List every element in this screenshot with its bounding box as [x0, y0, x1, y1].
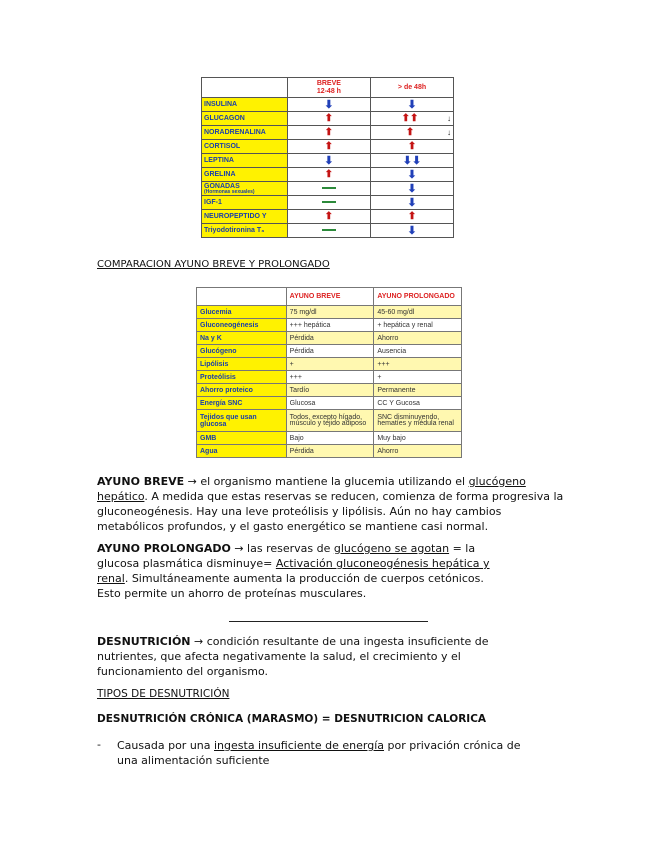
comparison-row [197, 319, 462, 332]
hormone-row [202, 182, 454, 196]
hormone-row [202, 112, 454, 126]
hormone-label: IGF-1 [204, 199, 222, 206]
hormone-prolongado-cell [371, 182, 454, 196]
hormone-label: GRELINA [204, 171, 236, 178]
comparison-parameter: Agua [197, 445, 287, 458]
comparison-breve-value: 75 mg/dl [286, 306, 374, 319]
comparison-prolongado-value: + hepática y renal [374, 319, 462, 332]
hormone-label: NEUROPEPTIDO Y [204, 213, 267, 220]
hormone-name [202, 98, 288, 112]
comparison-breve-value: Tardío [286, 384, 374, 397]
comparison-row [197, 345, 462, 358]
comparison-prolongado-value: Ahorro [374, 332, 462, 345]
hormone-prolongado-cell [371, 224, 454, 238]
comparison-col-prolongado: AYUNO PROLONGADO [374, 288, 462, 306]
comparison-row [197, 358, 462, 371]
comparison-parameter: Ahorro proteico [197, 384, 287, 397]
hormone-name [202, 126, 288, 140]
comparison-breve-value: Pérdida [286, 332, 374, 345]
hormone-row [202, 140, 454, 154]
breve-up-arrow-icon: ⬆ [324, 126, 334, 138]
breve-up-arrow-icon: ⬆ [324, 140, 334, 152]
comparison-breve-value: Pérdida [286, 345, 374, 358]
hormone-row [202, 126, 454, 140]
hormone-col-breve: BREVE 12-48 h [287, 78, 370, 98]
side-down-arrow-icon: ↓ [447, 127, 451, 137]
hormone-label: INSULINA [204, 101, 238, 108]
comparison-parameter: Gluconeogénesis [197, 319, 287, 332]
hormone-name [202, 224, 288, 238]
hormone-table-corner [202, 78, 288, 98]
breve-down-arrow-icon: ⬇ [324, 98, 334, 111]
breve-equal-dash-icon [322, 229, 336, 231]
hormone-breve-cell [287, 140, 370, 154]
hormone-row [202, 224, 454, 238]
comparison-prolongado-value: Permanente [374, 384, 462, 397]
hormone-label: CORTISOL [204, 143, 241, 150]
bullet-item: Causada por una ingesta insuficiente de energía por privación crónica de una alimentación suficiente [117, 739, 521, 767]
comparison-prolongado-value: +++ [374, 358, 462, 371]
hormone-breve-cell [287, 112, 370, 126]
prolongado-down-arrow-icon: ⬇ [407, 98, 417, 111]
comparison-row [197, 410, 462, 432]
hormone-name [202, 210, 288, 224]
hormone-prolongado-cell [371, 126, 454, 140]
hormone-row [202, 196, 454, 210]
comparison-prolongado-value: Muy bajo [374, 432, 462, 445]
comparison-breve-value: +++ [286, 371, 374, 384]
prolongado-down-arrow-icon: ⬇ [407, 224, 417, 237]
hormone-prolongado-cell [371, 196, 454, 210]
comparison-breve-value: + [286, 358, 374, 371]
breve-up-arrow-icon: ⬆ [324, 112, 334, 124]
comparison-row [197, 371, 462, 384]
hormone-label: GLUCAGON [204, 115, 245, 122]
hormone-prolongado-cell [371, 140, 454, 154]
hormone-prolongado-cell [371, 210, 454, 224]
breve-down-arrow-icon: ⬇ [324, 154, 334, 167]
hormone-breve-cell [287, 154, 370, 168]
hormone-row [202, 210, 454, 224]
hormone-name [202, 154, 288, 168]
comparison-row [197, 332, 462, 345]
hormone-breve-cell [287, 196, 370, 210]
hormone-row [202, 154, 454, 168]
prolongado-down-arrow-icon: ⬇ [407, 182, 417, 195]
hormone-prolongado-cell [371, 154, 454, 168]
comparison-breve-value: Bajo [286, 432, 374, 445]
hormone-sublabel: (Hormonas sexuales) [204, 188, 255, 195]
divider [229, 621, 428, 622]
comparison-col-breve: AYUNO BREVE [286, 288, 374, 306]
hormone-name [202, 112, 288, 126]
breve-equal-dash-icon [322, 187, 336, 189]
prolongado-double-up-arrow-icon: ⬆⬆ [401, 112, 419, 124]
section-title-tipos: TIPOS DE DESNUTRICIÓN [97, 688, 230, 700]
comparison-table [196, 287, 462, 458]
prolongado-up-arrow-icon: ⬆ [405, 126, 415, 138]
hormone-breve-cell [287, 168, 370, 182]
prolongado-down-arrow-icon: ⬇ [407, 168, 417, 181]
prolongado-up-arrow-icon: ⬆ [407, 140, 417, 152]
comparison-parameter: Proteólisis [197, 371, 287, 384]
hormone-table [201, 77, 454, 238]
comparison-prolongado-value: SNC disminuyendo, hematíes y médula renal [374, 410, 462, 432]
comparison-parameter: Glucemia [197, 306, 287, 319]
comparison-parameter: Lipólisis [197, 358, 287, 371]
hormone-row [202, 168, 454, 182]
breve-up-arrow-icon: ⬆ [324, 168, 334, 180]
prolongado-down-arrow-icon: ⬇ [407, 196, 417, 209]
comparison-parameter: Glucógeno [197, 345, 287, 358]
hormone-row [202, 98, 454, 112]
hormone-breve-cell [287, 182, 370, 196]
comparison-breve-value: Pérdida [286, 445, 374, 458]
hormone-prolongado-cell [371, 168, 454, 182]
comparison-breve-value: Todos, excepto hígado, músculo y tejido adiposo [286, 410, 374, 432]
hormone-col-prolongado: > de 48h [371, 78, 454, 98]
breve-equal-dash-icon [322, 201, 336, 203]
comparison-breve-value: +++ hepática [286, 319, 374, 332]
comparison-row [197, 432, 462, 445]
comparison-prolongado-value: Ausencia [374, 345, 462, 358]
hormone-breve-cell [287, 224, 370, 238]
hormone-label: GONADAS [204, 182, 240, 190]
side-down-arrow-icon: ↓ [447, 113, 451, 123]
breve-up-arrow-icon: ⬆ [324, 210, 334, 222]
hormone-prolongado-cell [371, 112, 454, 126]
comparison-prolongado-value: + [374, 371, 462, 384]
comparison-table-corner [197, 288, 287, 306]
prolongado-double-down-arrow-icon: ⬇⬇ [402, 154, 422, 167]
hormone-label: LEPTINA [204, 157, 234, 164]
hormone-name [202, 182, 288, 196]
comparison-breve-value: Glucosa [286, 397, 374, 410]
hormone-name [202, 196, 288, 210]
comparison-prolongado-value: CC Y Gucosa [374, 397, 462, 410]
hormone-name [202, 168, 288, 182]
bullet-mark: - [97, 738, 101, 751]
comparison-parameter: Energía SNC [197, 397, 287, 410]
paragraph-desnutricion: DESNUTRICIÓN → condición resultante de una ingesta insuficiente de nutrientes, que afecta negativamente la salud, el crecimiento y el funcionamiento del organismo. [97, 635, 489, 678]
comparison-parameter: Na y K [197, 332, 287, 345]
hormone-label: NORADRENALINA [204, 129, 266, 136]
comparison-row [197, 445, 462, 458]
section-title-comparacion: COMPARACION AYUNO BREVE Y PROLONGADO [97, 259, 330, 270]
hormone-label: Triyodotironina T₃ [204, 227, 265, 234]
comparison-parameter: GMB [197, 432, 287, 445]
hormone-breve-cell [287, 210, 370, 224]
hormone-name [202, 140, 288, 154]
prolongado-up-arrow-icon: ⬆ [407, 210, 417, 222]
paragraph-ayuno-prolongado: AYUNO PROLONGADO → las reservas de glucógeno se agotan = la glucosa plasmática disminuye= Activación gluconeogénesis hepática y renal. Simultáneamente aumenta la producción de cuerpos cetónicos. Esto permite un ahorro de proteínas musculares. [97, 542, 490, 600]
comparison-row [197, 397, 462, 410]
comparison-parameter: Tejidos que usan glucosa [197, 410, 287, 432]
hormone-breve-cell [287, 98, 370, 112]
hormone-prolongado-cell [371, 98, 454, 112]
comparison-prolongado-value: 45-60 mg/dl [374, 306, 462, 319]
comparison-row [197, 384, 462, 397]
heading-desnutricion-cronica: DESNUTRICIÓN CRÓNICA (MARASMO) = DESNUTRICION CALORICA [97, 713, 487, 725]
comparison-row [197, 306, 462, 319]
paragraph-ayuno-breve: AYUNO BREVE → el organismo mantiene la glucemia utilizando el glucógeno hepático. A medida que estas reservas se reducen, comienza de forma progresiva la gluconeogénesis. Hay una leve proteólisis y lipólisis. Aún no hay cambios metabólicos profundos, y el gasto energético se mantiene casi normal. [97, 475, 564, 533]
comparison-prolongado-value: Ahorro [374, 445, 462, 458]
hormone-breve-cell [287, 126, 370, 140]
